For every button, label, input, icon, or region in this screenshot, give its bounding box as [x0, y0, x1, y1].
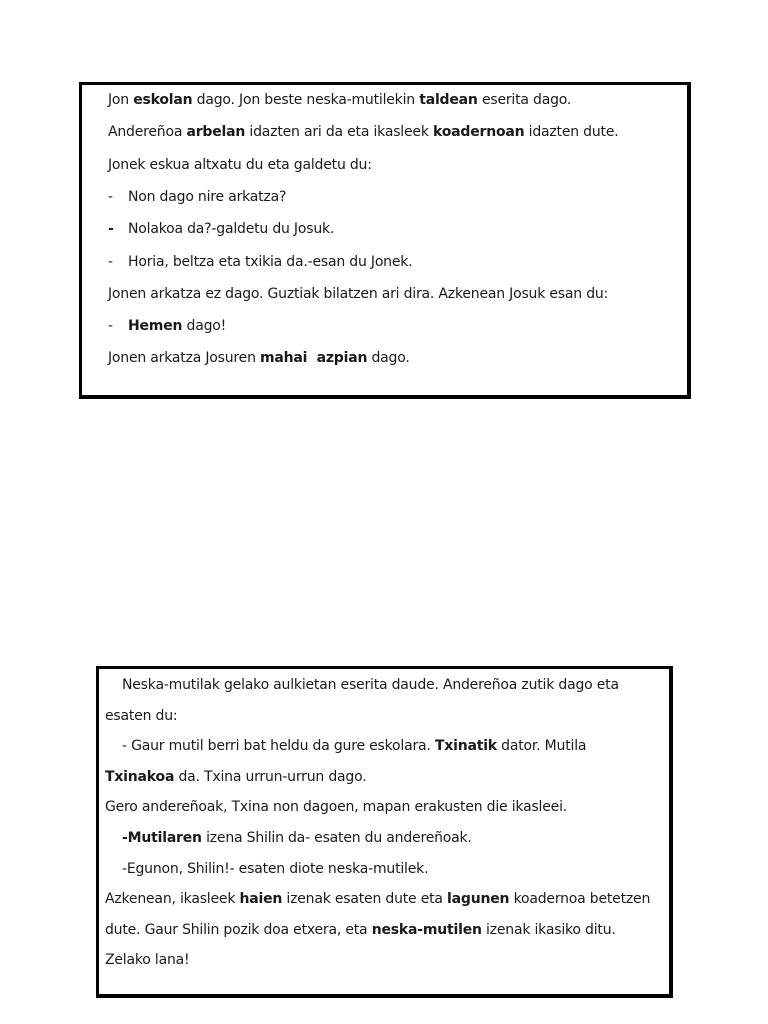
story1-line — [108, 157, 372, 173]
text-segment: dago. Jon beste neska-mutilekin — [192, 92, 420, 108]
text-segment: Jonen arkatza ez dago. Guztiak bilatzen ari dira. Azkenean Josuk esan du: — [108, 285, 609, 302]
story1-line — [108, 92, 571, 108]
text-segment: -Egunon, Shilin!- esaten diote neska-mutilek. — [105, 860, 429, 877]
text-segment: Jonen arkatza Josuren — [108, 350, 260, 367]
text-segment: - Gaur mutil berri bat heldu da gure eskolara. — [105, 738, 435, 755]
text-segment: Non dago nire arkatza? — [128, 188, 287, 205]
story1-line — [108, 221, 334, 237]
story2-line — [105, 677, 619, 693]
bold-term: haien — [239, 891, 283, 908]
text-segment: esaten du: — [105, 707, 178, 724]
bold-term: neska-mutilen — [371, 921, 482, 938]
list-dash: - — [108, 318, 113, 335]
text-segment — [105, 830, 122, 846]
text-segment: Jonek eskua altxatu du eta galdetu du: — [108, 156, 372, 173]
bold-term: -Mutilaren — [122, 830, 202, 846]
text-segment: Horia, beltza eta txikia da.-esan du Jonek. — [128, 253, 413, 270]
bold-term: eskolan — [133, 92, 193, 108]
text-segment: izenak ikasiko ditu. — [481, 921, 616, 938]
story2-line — [105, 738, 586, 754]
story2-line — [105, 922, 616, 938]
text-segment: Neska-mutilak gelako aulkietan eserita daude. Andereñoa zutik dago eta — [105, 677, 619, 693]
text-segment: Jon — [108, 92, 134, 108]
text-segment: Andereñoa — [108, 124, 187, 141]
story1-line — [108, 318, 226, 334]
bold-term: Txinatik — [434, 738, 497, 755]
text-segment: eserita dago. — [477, 92, 572, 108]
bold-term: taldean — [419, 92, 478, 108]
story1-line — [108, 350, 410, 366]
story-box-1 — [79, 82, 691, 399]
story1-line — [108, 124, 619, 140]
bold-term: lagunen — [447, 891, 510, 908]
text-segment: Zelako lana! — [105, 952, 190, 969]
bold-term: arbelan — [186, 124, 246, 141]
story1-line — [108, 254, 412, 270]
text-segment: dago. — [367, 350, 410, 367]
text-segment: Nolakoa da?-galdetu du Josuk. — [128, 221, 335, 238]
bold-term: koadernoan — [432, 124, 525, 141]
story1-line — [108, 189, 286, 205]
text-segment: izena Shilin da- esaten du andereñoak. — [201, 830, 472, 846]
text-segment: Gero andereñoak, Txina non dagoen, mapan erakusten die ikasleei. — [105, 799, 568, 816]
story2-line — [105, 952, 189, 968]
story2-line — [105, 708, 177, 724]
text-segment: koadernoa betetzen — [509, 891, 651, 908]
text-segment: da. Txina urrun-urrun dago. — [174, 768, 367, 785]
text-segment: dator. Mutila — [496, 738, 587, 755]
list-dash: - — [108, 221, 114, 238]
text-segment: dago! — [182, 318, 227, 335]
story2-line — [105, 861, 428, 877]
story1-line — [108, 286, 608, 302]
text-segment: izenak esaten dute eta — [282, 891, 448, 908]
list-dash: - — [108, 253, 113, 270]
bold-term: Hemen — [128, 318, 183, 335]
text-segment: idazten ari da eta ikasleek — [245, 124, 433, 141]
story2-line — [105, 769, 366, 785]
story2-line — [105, 891, 650, 907]
bold-term: Txinakoa — [105, 768, 175, 785]
story-box-2 — [96, 666, 673, 998]
story2-line — [105, 830, 472, 846]
bold-term: mahai azpian — [260, 350, 368, 367]
story2-line — [105, 799, 567, 815]
text-segment: dute. Gaur Shilin pozik doa etxera, eta — [105, 921, 372, 938]
list-dash: - — [108, 188, 113, 205]
text-segment: idazten dute. — [524, 124, 619, 141]
text-segment: Azkenean, ikasleek — [105, 891, 240, 908]
